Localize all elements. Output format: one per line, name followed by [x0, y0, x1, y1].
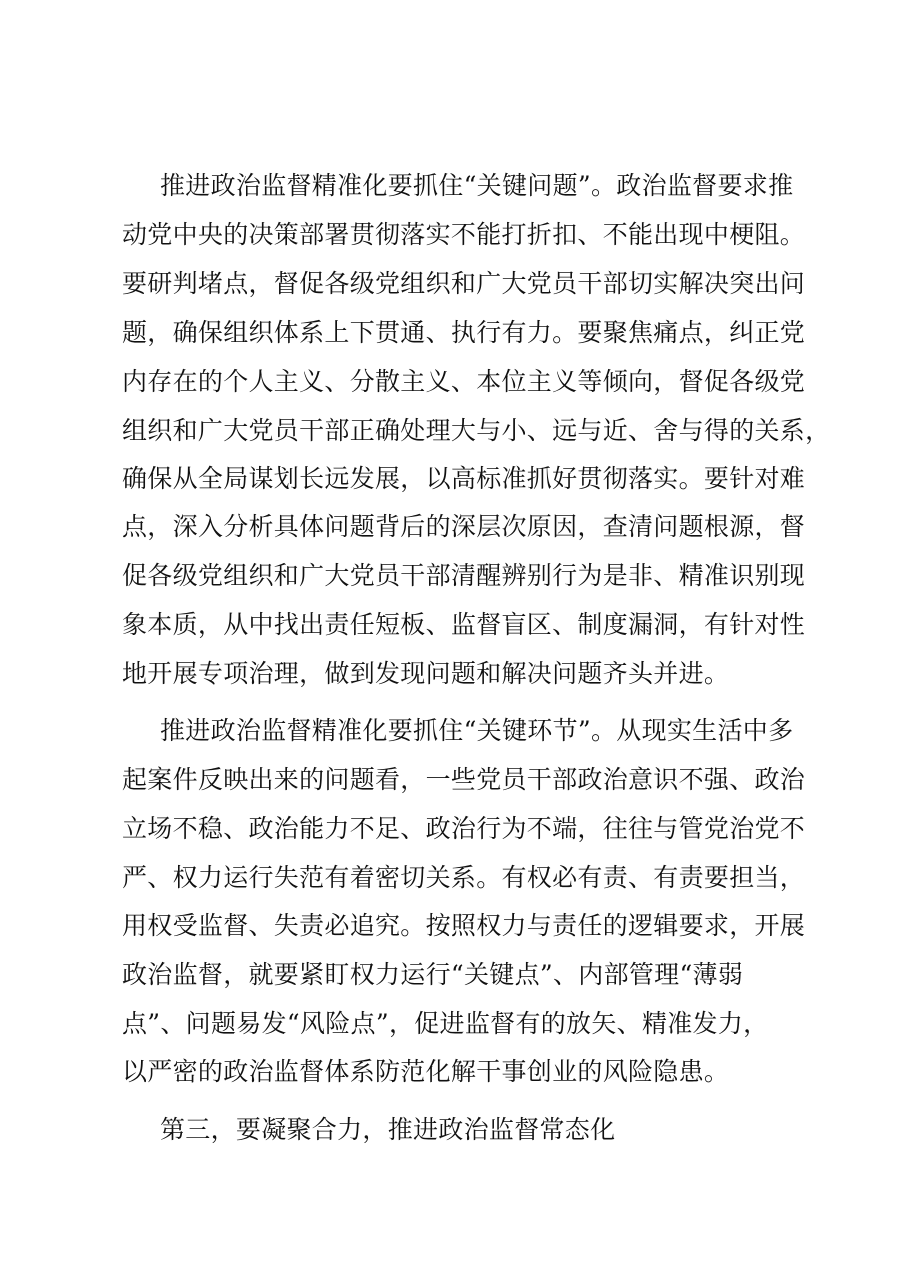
- paragraph-1-line-11: 地开展专项治理，做到发现问题和解决问题齐头并进。: [122, 659, 730, 688]
- section-heading: 第三，要凝聚合力，推进政治监督常态化: [160, 1115, 616, 1144]
- paragraph-2-line-4: 严、权力运行失范有着密切关系。有权必有责、有责要担当，: [122, 863, 806, 892]
- paragraph-1-line-9: 促各级党组织和广大党员干部清醒辨别行为是非、精准识别现: [122, 561, 806, 590]
- paragraph-2-line-7: 点”、问题易发“风险点”，促进监督有的放矢、精准发力，: [122, 1009, 769, 1038]
- paragraph-2-line-1: 推进政治监督精准化要抓住“关键环节”。从现实生活中多: [160, 716, 794, 745]
- paragraph-2-line-6: 政治监督，就要紧盯权力运行“关键点”、内部管理“薄弱: [122, 960, 744, 989]
- paragraph-1-line-1: 推进政治监督精准化要抓住“关键问题”。政治监督要求推: [160, 171, 794, 200]
- paragraph-2-line-8: 以严密的政治监督体系防范化解干事创业的风险隐患。: [122, 1057, 730, 1086]
- paragraph-1-line-3: 要研判堵点，督促各级党组织和广大党员干部切实解决突出问: [122, 269, 806, 298]
- paragraph-2-line-2: 起案件反映出来的问题看，一些党员干部政治意识不强、政治: [122, 765, 806, 794]
- paragraph-1-line-4: 题，确保组织体系上下贯通、执行有力。要聚焦痛点，纠正党: [122, 318, 806, 347]
- paragraph-1-line-2: 动党中央的决策部署贯彻落实不能打折扣、不能出现中梗阻。: [122, 220, 806, 249]
- paragraph-1-line-5: 内存在的个人主义、分散主义、本位主义等倾向，督促各级党: [122, 367, 806, 396]
- paragraph-1-line-10: 象本质，从中找出责任短板、监督盲区、制度漏洞，有针对性: [122, 610, 806, 639]
- paragraph-2-line-3: 立场不稳、政治能力不足、政治行为不端，往往与管党治党不: [122, 814, 806, 843]
- paragraph-2-line-5: 用权受监督、失责必追究。按照权力与责任的逻辑要求，开展: [122, 911, 806, 940]
- paragraph-1-line-6: 组织和广大党员干部正确处理大与小、远与近、舍与得的关系，: [122, 416, 831, 445]
- paragraph-1-line-7: 确保从全局谋划长远发展，以高标准抓好贯彻落实。要针对难: [122, 464, 806, 493]
- paragraph-1-line-8: 点，深入分析具体问题背后的深层次原因，查清问题根源，督: [122, 512, 806, 541]
